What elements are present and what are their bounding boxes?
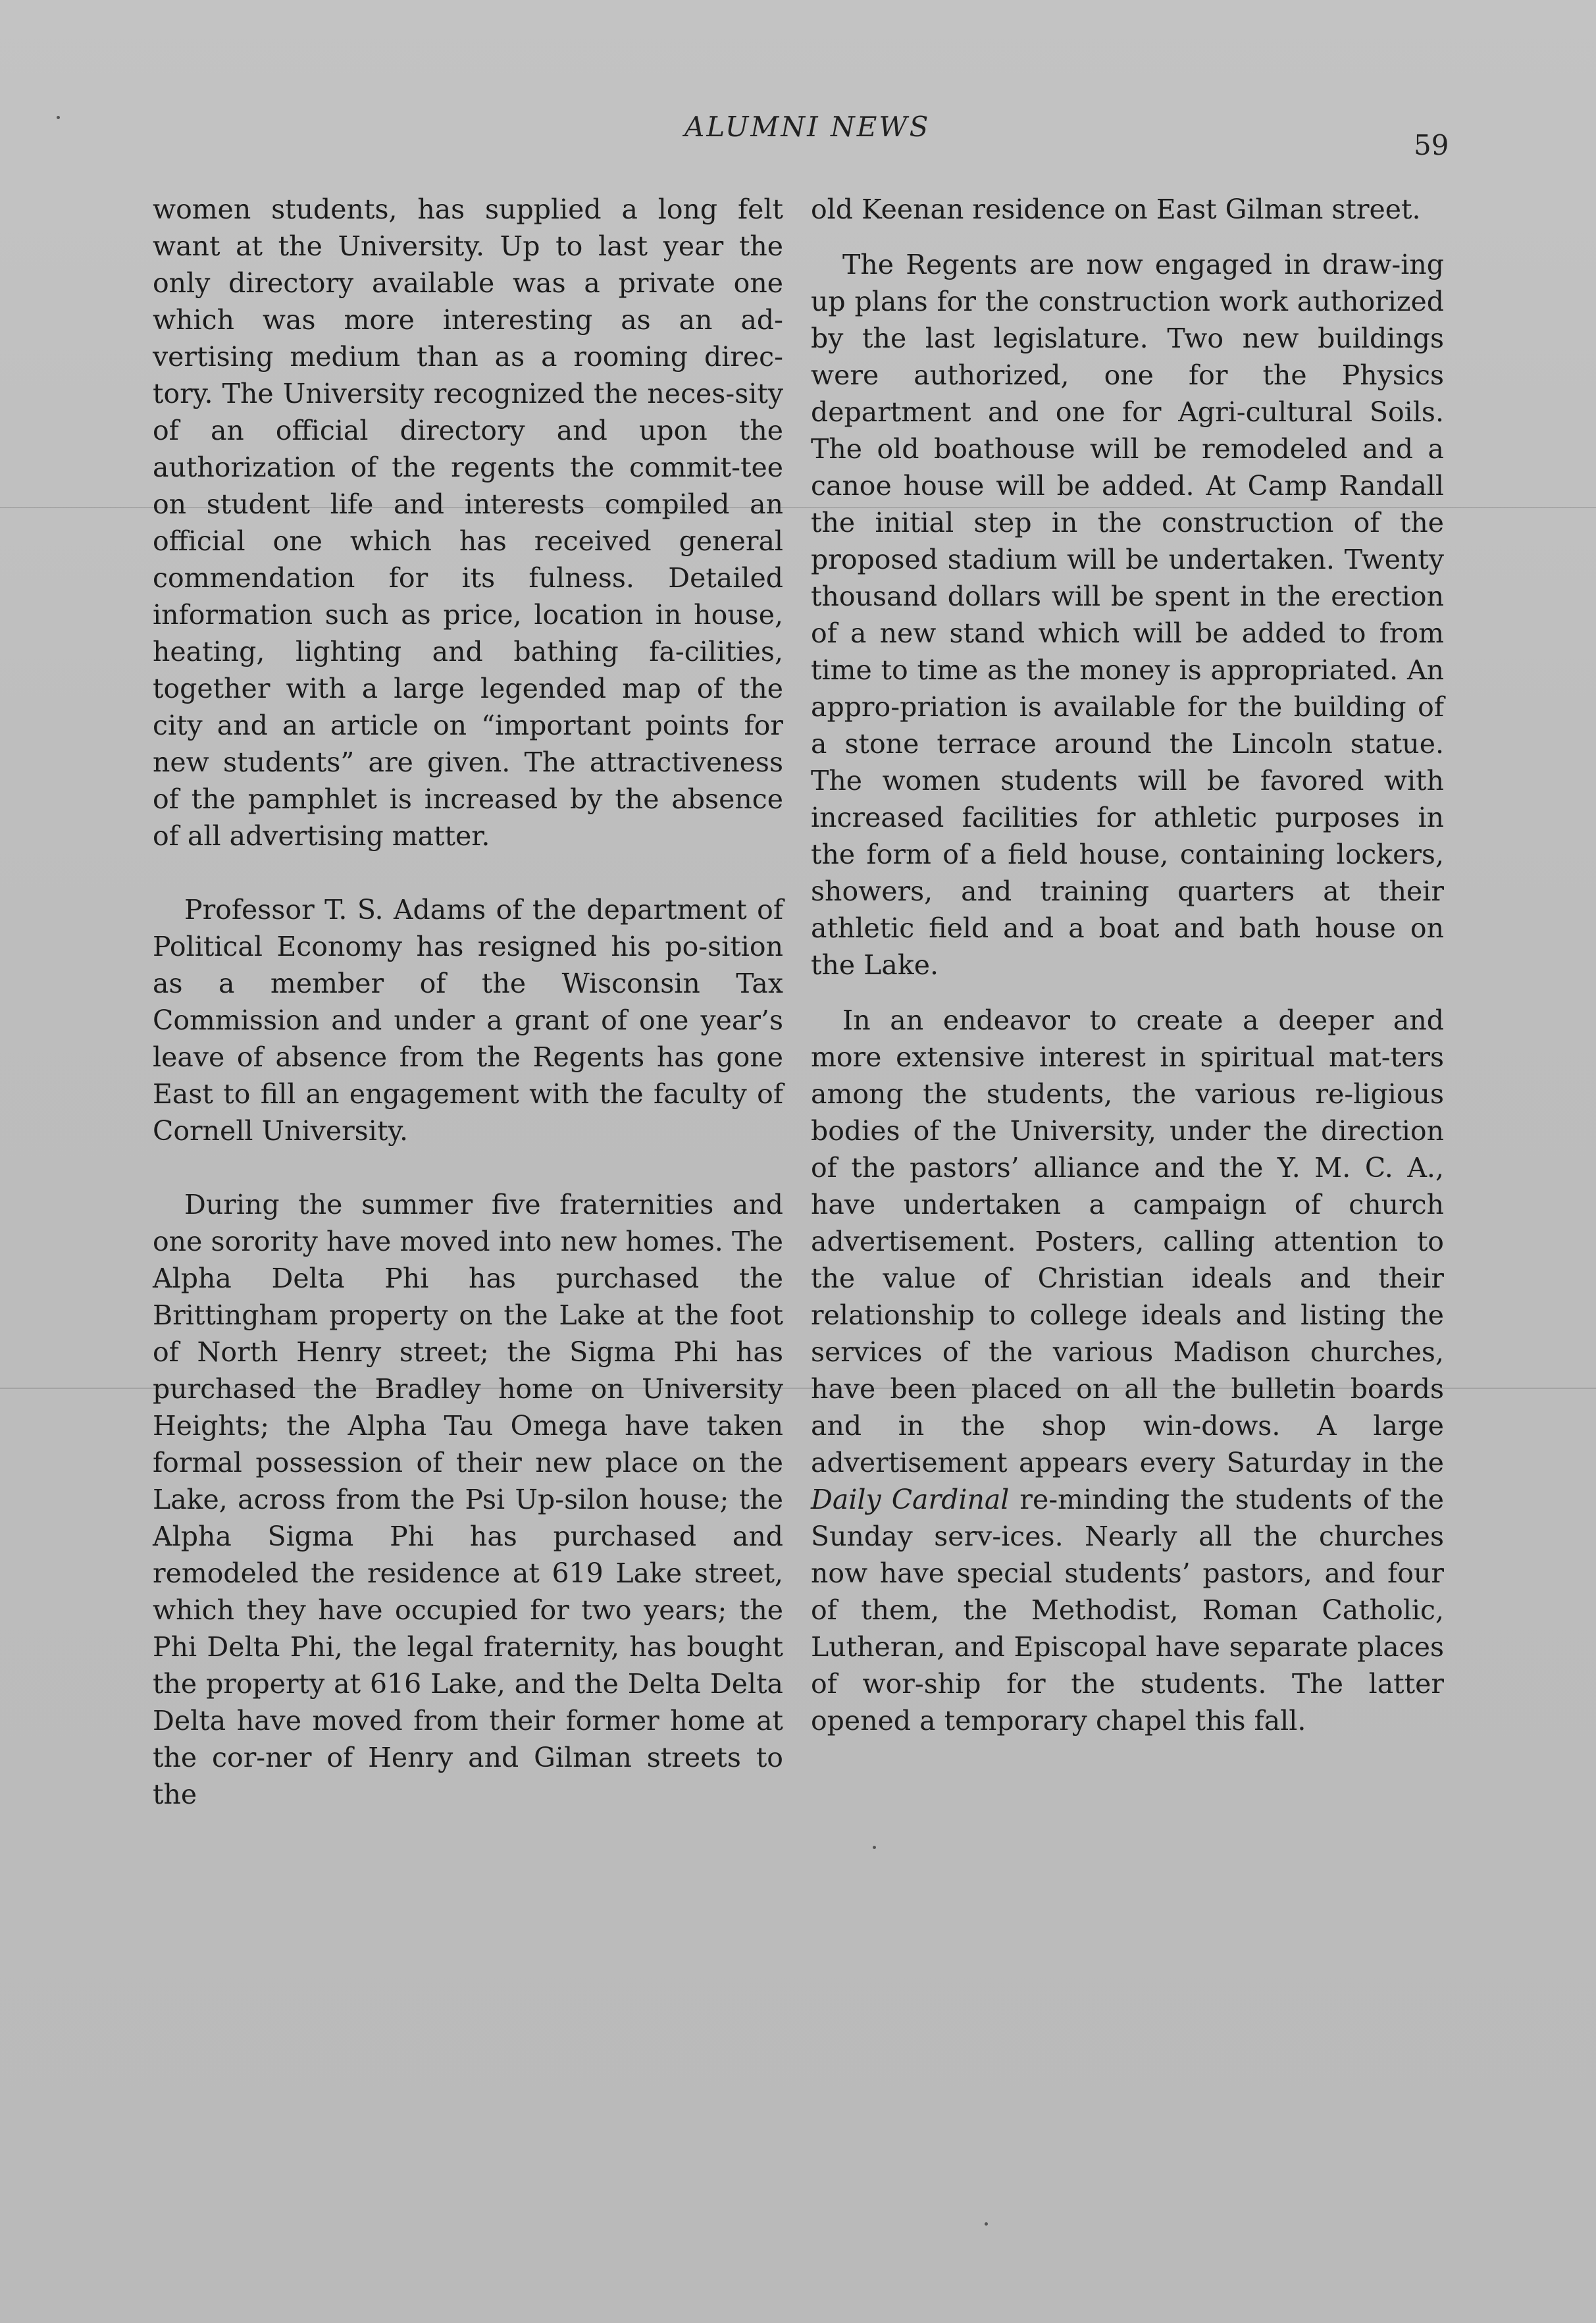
paper-speck (873, 1846, 876, 1849)
church-text-before: In an endeavor to create a deeper and more extensive interest in spiritual mat-ters among the students, the various re-ligious bodies of the University, under the direction of the pastors’ alliance and the Y. M. C. A., have undertaken a campaign of church advertisement. Posters, calling attention to the value of Christian ideals and their relationship to college ideals and listing the services of the various Madison churches, have been placed on all the bulletin boards and in the shop win-dows. A large advertisement appears every Saturday in the (811, 1005, 1444, 1478)
paper-speck (985, 2222, 988, 2226)
church-text-after: re-minding the students of the Sunday serv-ices. Nearly all the churches now have special students’ pastors, and four of them, the Methodist, Roman Catholic, Lutheran, and Episcopal have separate places of wor-ship for the students. The latter opened a temporary chapel this fall. (811, 1484, 1444, 1736)
paragraph-regents-plans: The Regents are now engaged in draw-ing up plans for the construction work authorized by the last legislature. Two new buildings were authorized, one for the Physics department and one for Agri-cultural Soils. The old boathouse will be remodeled and a canoe house will be added. At Camp Randall the initial step in the construction of the proposed stadium will be undertaken. Twenty thousand dollars will be spent in the erection of a new stand which will be added to from time to time as the money is appropriated. An appro-priation is available for the building of a stone terrace around the Lincoln statue. The women students will be favored with increased facilities for athletic purposes in the form of a field house, containing lockers, showers, and training quarters at their athletic field and a boat and bath house on the Lake. (811, 249, 1444, 981)
right-column (811, 191, 1444, 1776)
paragraph-directory: women students, has supplied a long felt want at the University. Up to last year the only directory available was a private one which was more interesting as an ad-vertising medium than as a rooming direc-tory. The University recognized the neces-sity of an official directory and upon the authorization of the regents the commit-tee on student life and interests compiled an official one which has received general commendation for its fulness. Detailed information such as price, location in house, heating, lighting and bathing fa-cilities, together with a large legended map of the city and an article on “important points for new students” are given. The attractiveness of the pamphlet is increased by the absence of all advertising matter. (153, 194, 783, 852)
paragraph-fraternities: During the summer five fraternities and one sorority have moved into new homes. The Alpha Delta Phi has purchased the Brittingham property on the Lake at the foot of North Henry street; the Sigma Phi has purchased the Bradley home on University Heights; the Alpha Tau Omega have taken formal possession of their new place on the Lake, across from the Psi Up-silon house; the Alpha Sigma Phi has purchased and remodeled the residence at 619 Lake street, which they have occupied for two years; the Phi Delta Phi, the legal fraternity, has bought the property at 616 Lake, and the Delta Delta Delta have moved from their former home at the cor-ner of Henry and Gilman streets to the (153, 1189, 783, 1810)
paragraph-adams-resignation: Professor T. S. Adams of the department of Political Economy has resigned his po-sition as a member of the Wisconsin Tax Commission and under a grant of one year’s leave of absence from the Regents has gone East to fill an engagement with the faculty of Cornell University. (153, 894, 783, 1147)
page-number: 59 (1414, 129, 1449, 161)
paragraph-keenan-continuation: old Keenan residence on East Gilman street. (811, 194, 1421, 225)
daily-cardinal-title: Daily Cardinal (811, 1484, 1010, 1515)
left-column (153, 191, 783, 1850)
publication-title: ALUMNI NEWS (684, 111, 931, 143)
paragraph-church-advertisement (811, 1002, 1444, 1739)
running-header (0, 111, 1596, 161)
